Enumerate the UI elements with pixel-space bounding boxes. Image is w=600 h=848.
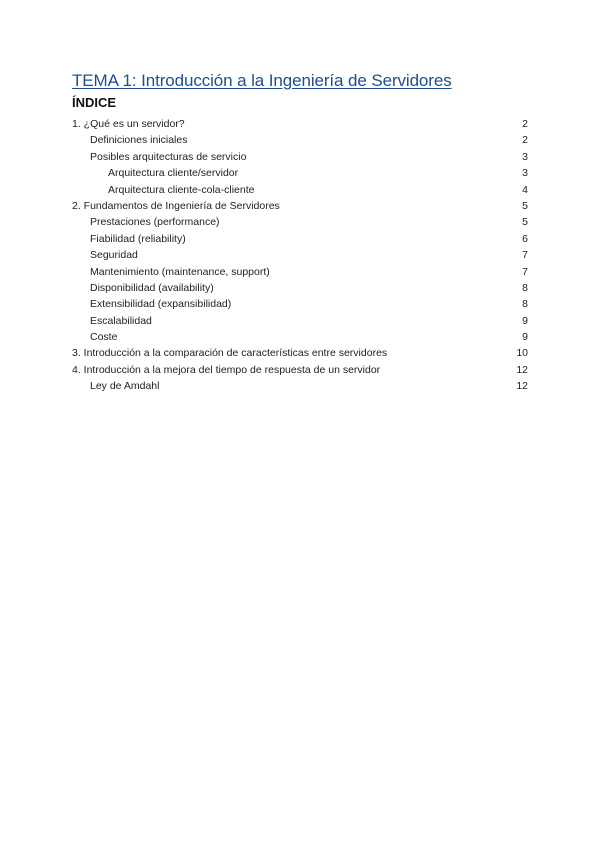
toc-entry-label: Escalabilidad: [90, 314, 152, 327]
toc-entry-prestaciones[interactable]: [72, 214, 528, 230]
toc-entry-label: Disponibilidad (availability): [90, 281, 214, 294]
toc-entry-seguridad[interactable]: [72, 247, 528, 263]
toc-entry-page: 4: [522, 183, 528, 196]
toc-entry-label: Posibles arquitecturas de servicio: [90, 150, 247, 163]
toc-entry-label: Fiabilidad (reliability): [90, 232, 186, 245]
toc-entry-que-es-un-servidor[interactable]: [72, 116, 528, 132]
index-heading: ÍNDICE: [72, 95, 117, 110]
toc-entry-page: 12: [516, 363, 528, 376]
toc-entry-label: Prestaciones (performance): [90, 216, 220, 229]
document-title: TEMA 1: Introducción a la Ingeniería de Servidores: [72, 71, 452, 90]
toc-entry-page: 2: [522, 134, 528, 147]
toc-entry-label: 4. Introducción a la mejora del tiempo de respuesta de un servidor: [72, 363, 381, 376]
toc-entry-label: Seguridad: [90, 249, 138, 262]
toc-entry-page: 7: [522, 249, 528, 262]
toc-entry-mejora-tiempo-respuesta[interactable]: [72, 362, 528, 378]
toc-entry-label: Extensibilidad (expansibilidad): [90, 298, 232, 311]
toc-entry-label: Mantenimiento (maintenance, support): [90, 265, 270, 278]
toc-entry-extensibilidad[interactable]: [72, 296, 528, 312]
toc-entry-label: Definiciones iniciales: [90, 134, 188, 147]
toc-entry-escalabilidad[interactable]: [72, 313, 528, 329]
toc-entry-label: Coste: [90, 331, 118, 344]
table-of-contents: [72, 116, 528, 395]
toc-entry-page: 5: [522, 216, 528, 229]
toc-entry-mantenimiento[interactable]: [72, 264, 528, 280]
toc-entry-arquitectura-cliente-servidor[interactable]: [72, 165, 528, 181]
toc-entry-label: Ley de Amdahl: [90, 380, 160, 393]
toc-entry-label: 2. Fundamentos de Ingeniería de Servidores: [72, 199, 280, 212]
toc-entry-ley-de-amdahl[interactable]: [72, 378, 528, 394]
toc-entry-page: 6: [522, 232, 528, 245]
toc-entry-arquitectura-cliente-cola-cliente[interactable]: [72, 182, 528, 198]
toc-entry-fundamentos[interactable]: [72, 198, 528, 214]
toc-entry-page: 9: [522, 331, 528, 344]
toc-entry-definiciones-iniciales[interactable]: [72, 132, 528, 148]
toc-entry-comparacion-caracteristicas[interactable]: [72, 345, 528, 361]
toc-entry-fiabilidad[interactable]: [72, 231, 528, 247]
toc-entry-page: 2: [522, 118, 528, 130]
toc-entry-posibles-arquitecturas[interactable]: [72, 149, 528, 165]
toc-entry-page: 7: [522, 265, 528, 278]
toc-entry-page: 8: [522, 298, 528, 311]
toc-entry-coste[interactable]: [72, 329, 528, 345]
toc-entry-label: Arquitectura cliente-cola-cliente: [108, 183, 255, 196]
toc-entry-disponibilidad[interactable]: [72, 280, 528, 296]
toc-entry-page: 8: [522, 281, 528, 294]
toc-entry-label: 1. ¿Qué es un servidor?: [72, 118, 185, 130]
toc-entry-label: Arquitectura cliente/servidor: [108, 167, 239, 180]
toc-entry-page: 10: [516, 347, 528, 360]
toc-entry-page: 9: [522, 314, 528, 327]
toc-entry-page: 5: [522, 199, 528, 212]
toc-entry-label: 3. Introducción a la comparación de características entre servidores: [72, 347, 388, 360]
toc-entry-page: 12: [516, 380, 528, 393]
toc-entry-page: 3: [522, 167, 528, 180]
toc-entry-page: 3: [522, 150, 528, 163]
